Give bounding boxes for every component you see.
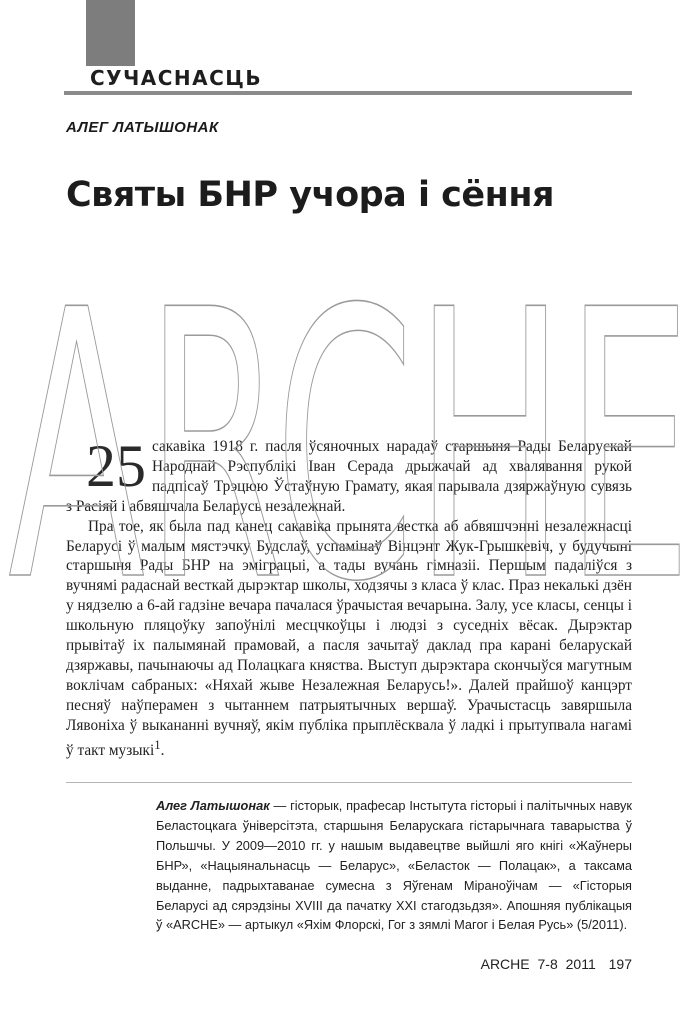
- page-number: 197: [608, 956, 632, 972]
- page-footer: [481, 956, 632, 972]
- bio-author-name: Алег Латышонак: [156, 798, 270, 813]
- bio-divider: [66, 782, 632, 783]
- paragraph-1: [66, 433, 632, 517]
- paragraph-2: [66, 517, 632, 761]
- footer-year: 2011: [565, 956, 596, 972]
- article-author: АЛЕГ ЛАТЫШОНАК: [66, 119, 219, 136]
- paragraph-2-text: Пра тое, як была пад канец сакавіка прынята вестка аб абвяшчэнні незалежнасці Беларусі ў малым мястэчку Будслаў, успамінаў Вінцэнт Жук-Грышкевіч, у будучыні старшыня Рады БНР на эміграцыі, а тады вучань гімназіі. Першым падаліўся з вучнямі радаснай весткай дырэктар школы, ходзячы з класа ў клас. Праз некалькі дзён у нядзелю а 6-ай гадзіне вечара пачалася ўрачыстая вечарына. Залу, усе класы, сенцы і школьную пляцоўку запоўнілі месцчкоўцы і людзі з суседніх вёсак. Дырэктар прывітаў іх палымянай прамовай, а пасля зачытаў даклад пра карані беларускай дзяржавы, пачынаючы ад Полацкага княства. Выступ дырэктара скончыўся магутным воклічам сабраных: «Няхай жыве Незалежная Беларусь!». Далей прайшоў канцэрт песняў наўперамен з чытаннем патрыятычных вершаў. Урачыстасць завяршыла Лявоніха ў выкананні вучняў, якім публіка прыплёсквала ў ладкі і прытупвала нагамі ў такт музыкі: [66, 517, 632, 759]
- watermark-text: ARCHE: [8, 233, 692, 610]
- footer-journal: ARCHE: [480, 956, 530, 972]
- article-title: Святы БНР учора і сёння: [66, 175, 554, 215]
- author-bio: [156, 796, 632, 935]
- paragraph-1-text: сакавіка 1918 г. пасля ўсяночных нарадаў старшыня Рады Беларускай Народнай Рэспублікі Іван Серада дрыжачай ад хвалявання рукой падпісаў Трэцюю Ўстаўную Грамату, якая парывала дзяржаўную сувязь з Расіяй і абвяшчала Беларусь незалежнай.: [66, 438, 632, 515]
- paragraph-2-period: .: [160, 741, 165, 759]
- section-color-tab: [86, 0, 135, 66]
- article-body: [66, 433, 632, 761]
- drop-cap: 25: [86, 433, 146, 499]
- footer-issue: 7-8: [537, 956, 558, 972]
- bio-text: — гісторык, прафесар Інстытута гісторыі і палітычных навук Беластоцкага ўніверсітэта, старшыня Беларускага гістарычнага таварыства ў Польшчы. У 2009—2010 гг. у нашым выдавецтве выйшлі яго кнігі «Жаўнеры БНР», «Нацыянальнасць — Беларус», «Беласток — Полацак», а таксама выданне, падрыхтаванае сумесна з Яўгенам Міраноўічам — «Гісторыя Беларусі ад сярэдзіны XVIII да пачатку XXI стагодзьдзя». Апошняя публікацыя ў «ARCHE» — артыкул «Яхім Флорскі, Гог з зямлі Магог і Белая Русь» (5/2011).: [156, 798, 633, 933]
- section-rule: [64, 91, 632, 95]
- footnote-reference: 1: [154, 737, 161, 752]
- section-heading: СУЧАСНАСЦЬ: [90, 66, 263, 90]
